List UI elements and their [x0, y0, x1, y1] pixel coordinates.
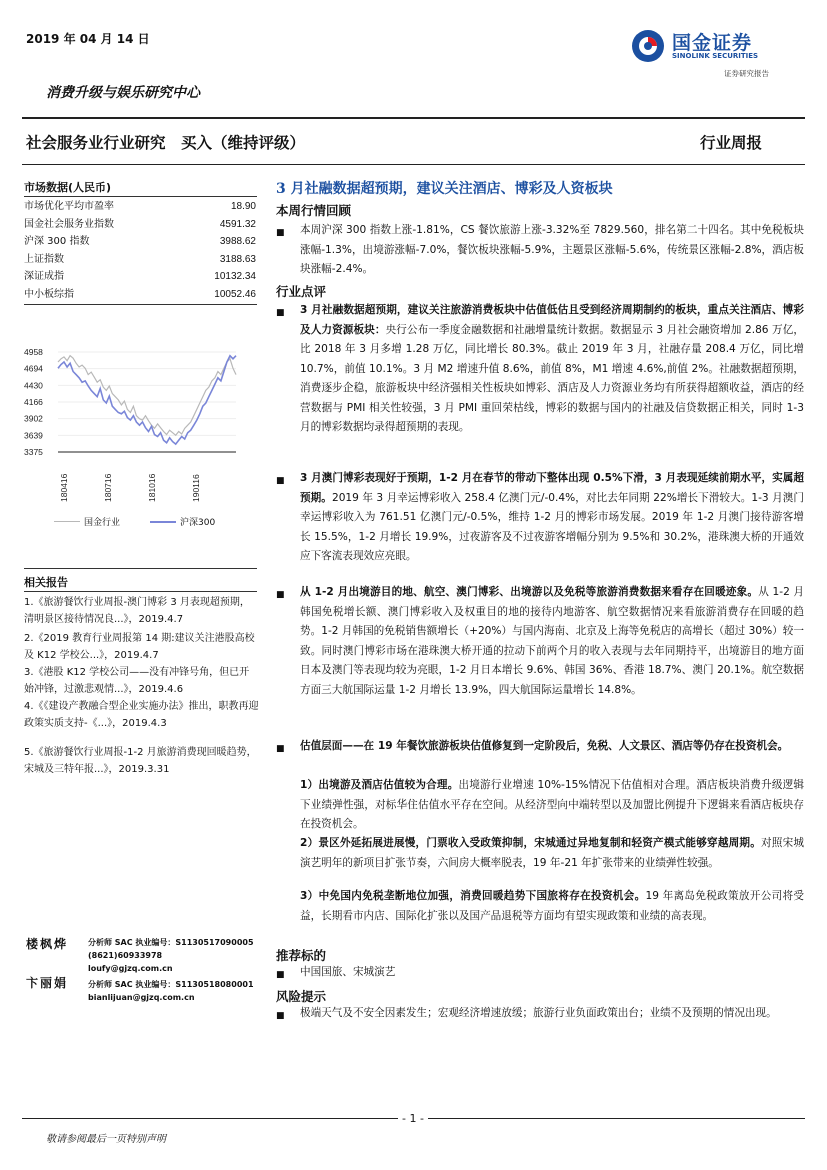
bullet-icon: ■ — [276, 970, 285, 980]
related-report-item[interactable]: 1.《旅游餐饮行业周报-澳门博彩 3 月表现超预期，清明景区接待情况良...》，2019.4.7 — [24, 597, 250, 625]
chart-legend — [54, 514, 254, 530]
analyst-email[interactable]: loufy@gjzq.com.cn — [88, 964, 173, 973]
section-title-comment: 行业点评 — [276, 284, 327, 299]
market-data-row — [24, 268, 256, 285]
related-title-rule — [24, 591, 257, 592]
paragraph-3 — [300, 583, 804, 700]
sub-point-3-body: 19 年离岛免税政策放开公司将受益，长期看市内店、国际化扩张以及国产品退税等方面均有望实现政策和业绩的高表现。 — [300, 890, 804, 922]
related-report-item[interactable]: 5.《旅游餐饮行业周报-1-2 月旅游消费现回暖趋势，宋城及三特年报...》，2019.3.31 — [24, 747, 257, 775]
paragraph-2-lead: 3 月澳门博彩表现好于预期，1-2 月在春节的带动下整体出现 0.5%下滑，3 月表现延续前期水平，实属超预期。 — [300, 472, 804, 504]
paragraph-1 — [300, 301, 804, 438]
section-title-risk: 风险提示 — [276, 989, 327, 1004]
research-center: 消费升级与娱乐研究中心 — [46, 85, 200, 101]
report-date: 2019 年 04 月 14 日 — [26, 32, 150, 46]
market-data-row — [24, 216, 256, 233]
y-tick-label: 3375 — [24, 447, 43, 457]
sub-point-1-body: 出境游行业增速 10%-15%情况下估值相对合理。酒店板块消费升级逻辑下业绩弹性强，对标华住估值水平存在空间。从经济型向中端转型以及加盟比例提升下逻辑来看酒店板块存在投资机会。 — [300, 779, 805, 830]
header-rule-bottom — [22, 164, 805, 165]
logo — [630, 24, 810, 82]
bullet-icon: ■ — [276, 476, 285, 486]
market-data-label: 深证成指 — [24, 271, 64, 282]
report-title: 社会服务业行业研究 买入（维持评级） — [26, 134, 306, 152]
bullet-icon: ■ — [276, 744, 285, 754]
y-tick-label: 4694 — [24, 363, 43, 374]
logo-en: SINOLINK SECURITIES — [672, 52, 759, 60]
header-rule-top — [22, 117, 805, 119]
analyst-email[interactable]: bianlijuan@gjzq.com.cn — [88, 993, 195, 1002]
related-reports-title: 相关报告 — [24, 576, 68, 589]
legend-label-industry: 国金行业 — [84, 518, 121, 528]
risk-text: 极端天气及不安全因素发生；宏观经济增速放缓；旅游行业负面政策出台；业绩不及预期的情况出现。 — [300, 1007, 777, 1019]
footer-disclaimer: 敬请参阅最后一页特别声明 — [46, 1134, 166, 1145]
logo-sub: 证券研究报告 — [724, 69, 769, 78]
paragraph-2-body: 2019 年 3 月幸运博彩收入 258.4 亿澳门元/-0.4%，对比去年同期 22%增长下滑较大。1-3 月澳门幸运博彩收入为 761.51 亿澳门元/-0.5%，维持 1-2 月的博彩市场发展。2019 年 1-2 月澳门接待游客增长 15.5%，1-2 月增长 19.9%，过夜游客及不过夜游客增幅分别为 9.5%和 30.2%，港珠澳大桥的开通效应下客流表现效应亮眼。 — [300, 491, 804, 562]
related-report-item[interactable]: 4.《《建设产教融合型企业实施办法》推出，职教再迎政策实质支持-《...》，2019.4.3 — [24, 701, 259, 729]
market-data-value: 10132.34 — [214, 271, 256, 282]
market-data-value: 3188.63 — [219, 253, 256, 265]
y-tick-label: 4958 — [24, 347, 43, 357]
paragraph-1-body: 央行公布一季度金融数据和社融增量统计数据。数据显示 3 月社会融资增加 2.86 万亿，比 2018 年 3 月多增 1.28 万亿，同比增长 80.3%。截止 2019 年 3 月，社融存量 208.4 万亿，同比增 10.7%，前值 10.1%。3 月 M2 增速升值 8.6%，前值 8%，M1 增速 4.6%,前值 2%。社融数据超预期，消费逐步企稳，旅游板块中经济强相关性板块如博彩、酒店及人力资源业务均有所获得超额收益，酒店的经营数据与 PMI 相关性较强，3 月 PMI 重回荣枯线，博彩的数据与国内的社融及信贷数据正相关，同时 1-3 月的博彩数据均录得超预期的表现。 — [300, 323, 804, 433]
paragraph-2 — [300, 469, 804, 567]
bullet-icon: ■ — [276, 590, 285, 600]
market-data-value: 4591.32 — [219, 218, 256, 230]
x-tick-label: 180416 — [59, 473, 69, 502]
x-tick-label: 181016 — [147, 473, 157, 502]
y-tick-label: 4430 — [24, 380, 43, 391]
review-text: 本周沪深 300 指数上涨-1.81%，CS 餐饮旅游上涨-3.32%至 7829.560，排名第二十四名。其中免税板块涨幅-1.3%，出境游涨幅-7.0%，餐饮板块涨幅-5.9%，主题景区涨幅-5.6%，传统景区涨幅-2.8%，酒店板块涨幅-2.4%。 — [300, 224, 804, 275]
market-data-title: 市场数据(人民币) — [24, 181, 112, 194]
bullet-icon: ■ — [276, 1011, 285, 1021]
headline: 3 月社融数据超预期，建议关注酒店、博彩及人资板块 — [276, 181, 613, 197]
related-report-item[interactable]: 3.《港股 K12 学校公司——没有冲锋号角，但已开始冲锋，过激悲观情...》，2019.4.6 — [24, 667, 250, 695]
analyst-cert: 分析师 SAC 执业编号：S1130518080001 — [88, 980, 254, 989]
bullet-icon: ■ — [276, 308, 285, 318]
market-table-rule — [24, 304, 257, 305]
analyst-cert: 分析师 SAC 执业编号：S1130517090005 — [88, 938, 254, 947]
sub-point-1-lead: 1）出境游及酒店估值较为合理。 — [300, 779, 459, 791]
y-tick-label: 4166 — [24, 397, 43, 407]
market-data-label: 市场优化平均市盈率 — [24, 201, 114, 212]
market-data-label: 国金社会服务业指数 — [24, 218, 114, 230]
legend-swatch-hs300 — [150, 521, 176, 523]
y-tick-label: 3902 — [24, 413, 43, 424]
sub-point-2 — [300, 834, 804, 873]
sub-point-2-body: 对照宋城演艺明年的新项目扩张节奏，六间房大概率脱表，19 年-21 年扩张带来的业绩弹性较强。 — [300, 837, 804, 869]
paragraph-3-body: 从 1-2 月韩国免税增长额、澳门博彩收入及权重目的地的接待内地游客、航空数据情况来看旅游消费存在回暖的趋势。1-2 月韩国的免税销售额增长（+20%）与国内海南、北京及上海等免税店的高增长（超过 30%）较一致。同时澳门博彩市场在港珠澳大桥开通的拉动下前两个月的收入表现与去年同期持平，出境游目的地方面日本及澳门等表现均较为亮眼，1-2 月日本增长 9.6%、韩国 36%、香港 18.7%、澳门 20.1%。航空数据方面三大航国际运量 1-2 月增长 13.9%，四大航国际运量增长 14.8%。 — [300, 586, 804, 696]
analyst-name: 楼枫烨 — [26, 937, 69, 951]
sinolink-logo-icon — [630, 28, 666, 64]
section-title-review: 本周行情回顾 — [276, 203, 352, 218]
paragraph-3-lead: 从 1-2 月出境游目的地、航空、澳门博彩、出境游以及免税等旅游消费数据来看存在回暖迹象。 — [300, 586, 759, 598]
section-title-recommend: 推荐标的 — [276, 948, 327, 963]
paragraph-4-lead: 估值层面——在 19 年餐饮旅游板块估值修复到一定阶段后，免税、人文景区、酒店等仍存在投资机会。 — [300, 740, 789, 752]
sub-point-3 — [300, 887, 804, 926]
related-report-item[interactable]: 2.《2019 教育行业周报第 14 期:建议关注港股高校及 K12 学校公...》，2019.4.7 — [24, 633, 255, 661]
x-tick-label: 190116 — [191, 474, 201, 502]
market-data-label: 上证指数 — [24, 253, 64, 265]
bullet-icon: ■ — [276, 228, 285, 238]
market-data-row — [24, 198, 256, 215]
market-data-label: 沪深 300 指数 — [24, 236, 90, 247]
analyst-phone: (8621)60933978 — [88, 951, 163, 960]
x-tick-label: 180716 — [103, 473, 113, 502]
recommend-text: 中国国旅、宋城演艺 — [300, 966, 396, 978]
market-data-value: 3988.62 — [219, 236, 256, 247]
legend-label-hs300: 沪深300 — [180, 518, 216, 528]
sub-point-1 — [300, 776, 804, 835]
sub-point-3-lead: 3）中免国内免税垄断地位加强，消费回暖趋势下国旅将存在投资机会。 — [300, 890, 646, 902]
market-data-row — [24, 233, 256, 250]
market-title-rule — [24, 196, 257, 197]
paragraph-1-lead: 3 月社融数据超预期，建议关注旅游消费板块中估值低估且受到经济周期制约的板块，重点关注酒店、博彩及人力资源板块： — [300, 304, 804, 336]
y-tick-label: 3639 — [24, 430, 43, 441]
analyst-name: 卞丽娟 — [26, 976, 69, 990]
page-number: - 1 - — [398, 1112, 428, 1125]
chart-bottom-rule — [24, 568, 257, 569]
market-data-row — [24, 286, 256, 303]
market-data-label: 中小板综指 — [24, 288, 74, 300]
market-data-value: 10052.46 — [214, 288, 256, 300]
report-type: 行业周报 — [700, 134, 763, 152]
legend-swatch-industry — [54, 521, 80, 522]
market-data-value: 18.90 — [230, 201, 256, 212]
sub-point-2-lead: 2）景区外延拓展进展慢，门票收入受政策抑制，宋城通过异地复制和轻资产模式能够穿越周期。 — [300, 837, 762, 849]
logo-name: 国金证券 — [672, 32, 753, 54]
market-data-row — [24, 251, 256, 268]
